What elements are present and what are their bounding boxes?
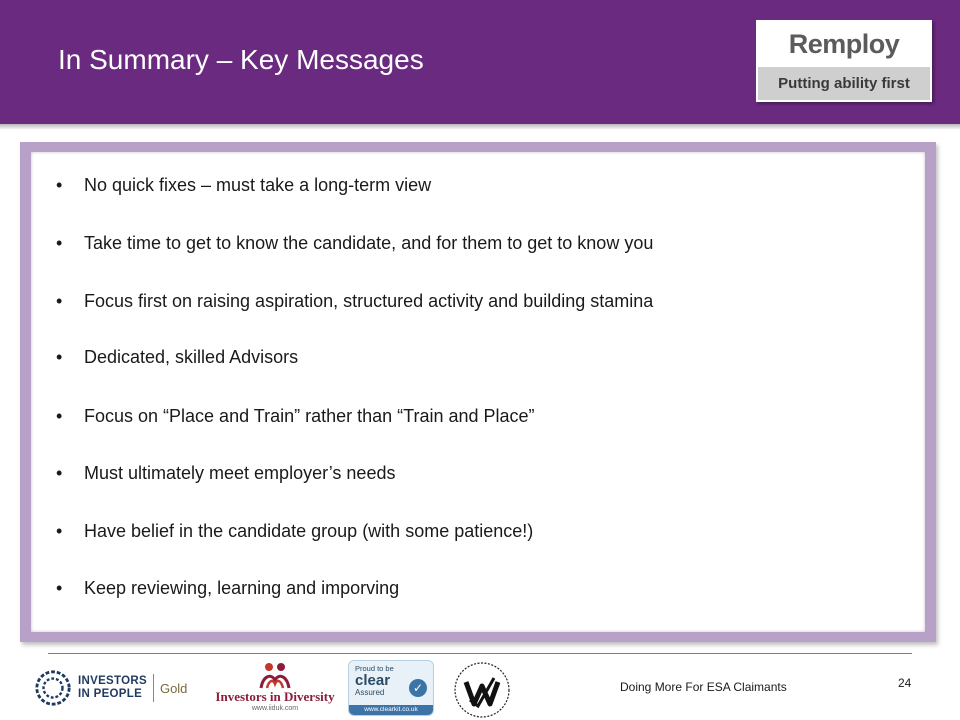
header-shadow xyxy=(0,124,960,130)
content-box xyxy=(31,152,925,632)
bullet-dot: • xyxy=(56,347,63,367)
iip-separator xyxy=(153,674,154,702)
clear-brand: clear xyxy=(355,672,391,689)
bullet-dot: • xyxy=(56,233,63,253)
investors-in-people-logo xyxy=(34,668,194,708)
clear-assured-label: Assured xyxy=(355,688,385,697)
page-number: 24 xyxy=(898,676,912,690)
bullet-dot: • xyxy=(56,521,63,541)
bullet-text: No quick fixes – must take a long-term view xyxy=(84,175,432,195)
clear-assured-logo xyxy=(348,660,434,716)
bullet-dot: • xyxy=(56,175,63,195)
investors-in-diversity-logo xyxy=(212,660,338,716)
iip-line2: IN PEOPLE xyxy=(78,688,143,700)
clear-url: www.clearkit.co.uk xyxy=(349,705,433,715)
bullet-dot: • xyxy=(56,578,63,598)
remploy-logo xyxy=(756,20,932,102)
bullet-text: Have belief in the candidate group (with some patience!) xyxy=(84,521,534,541)
content-frame xyxy=(20,142,936,642)
remploy-brand: Remploy xyxy=(788,29,900,59)
positive-about-disabled-people-icon xyxy=(452,660,512,720)
bullet-text: Dedicated, skilled Advisors xyxy=(84,347,299,367)
laurel-wreath-icon xyxy=(34,669,72,707)
bullet-text: Must ultimately meet employer’s needs xyxy=(84,463,396,483)
iip-line1: INVESTORS xyxy=(78,675,147,687)
remploy-tagline: Putting ability first xyxy=(758,67,930,100)
bullet-text: Focus on “Place and Train” rather than “Train and Place” xyxy=(84,406,535,426)
slide-header xyxy=(0,0,960,124)
iip-level: Gold xyxy=(159,680,188,696)
footer-divider xyxy=(48,653,912,654)
bullet-text: Take time to get to know the candidate, and for them to get to know you xyxy=(84,233,654,253)
bullet-text: Keep reviewing, learning and imporving xyxy=(84,578,400,598)
diversity-people-icon xyxy=(255,660,295,690)
footer-caption: Doing More For ESA Claimants xyxy=(620,680,787,694)
bullet-dot: • xyxy=(56,291,63,311)
iid-url: www.iiduk.com xyxy=(251,705,299,712)
slide-title: In Summary – Key Messages xyxy=(58,44,424,75)
iid-name: Investors in Diversity xyxy=(215,689,335,704)
bullet-text: Focus first on raising aspiration, structured activity and building stamina xyxy=(84,291,654,311)
bullet-dot: • xyxy=(56,406,63,426)
check-icon: ✓ xyxy=(409,679,427,697)
iip-name xyxy=(78,675,147,701)
clear-proud: Proud to be xyxy=(355,664,394,673)
bullet-dot: • xyxy=(56,463,63,483)
